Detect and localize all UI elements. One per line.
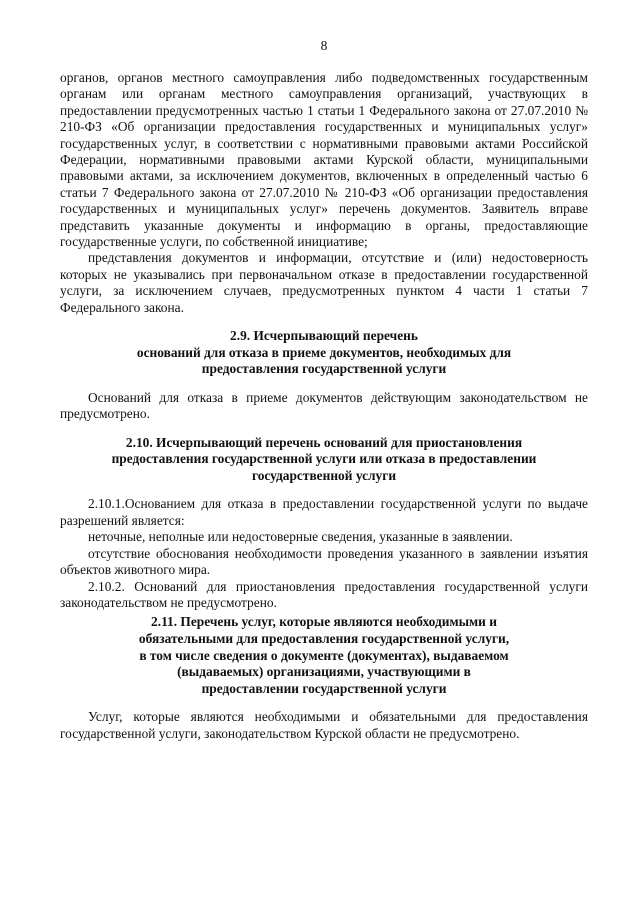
section-heading-line: 2.10. Исчерпывающий перечень оснований для приостановления <box>125 434 523 450</box>
section-2-10-item-1: неточные, неполные или недостоверные сведения, указанные в заявлении. <box>88 529 513 545</box>
section-heading-line: предоставления государственной услуги <box>201 361 447 377</box>
section-heading-line: предоставлении государственной услуги <box>201 680 447 696</box>
section-heading-line: оснований для отказа в приеме документов, необходимых для <box>136 344 512 360</box>
section-heading-line: предоставления государственной услуги или отказа в предоставлении <box>111 451 537 467</box>
section-heading-line: в том числе сведения о документе (документах), выдаваемом <box>139 647 509 663</box>
section-2-10-1: 2.10.1.Основанием для отказа в предоставлении государственной услуги по выдаче разрешений является: <box>60 496 588 528</box>
section-2-11-body: Услуг, которые являются необходимыми и обязательными для предоставления государственной услуги, законодательством Курской области не предусмотрено. <box>60 709 588 741</box>
page-number: 8 <box>320 38 328 53</box>
paragraph-representation: представления документов и информации, отсутствие и (или) недостоверность которых не указывались при первоначальном отказе в предоставлении государственной услуги, за исключением случаев, предусмотренных пунктом 4 части 1 статьи 7 Федерального закона. <box>60 250 588 315</box>
section-2-10-item-2: отсутствие обоснования необходимости проведения указанного в заявлении изъятия объектов животного мира. <box>60 545 588 578</box>
section-2-9-body: Оснований для отказа в приеме документов действующим законодательством не предусмотрено. <box>60 389 588 422</box>
paragraph-continuation: органов, органов местного самоуправления либо подведомственных государственным органам или органам местного самоуправления организаций, участвующих в предоставлении предусмотренных частью 1 статьи 1 Федерального закона от 27.07.2010 № 210-ФЗ «Об организации предоставления государственных и муниципальных услуг» государственных услуг, в соответствии с нормативными правовыми актами Российской Федерации, нормативными правовыми актами Курской области, муниципальными правовыми актами, за исключением документов, включенных в определенный частью 6 статьи 7 Федерального закона от 27.07.2010 № 210-ФЗ «Об организации предоставления государственных и муниципальных услуг» перечень документов. Заявитель вправе представить указанные документы и информацию в органы, предоставляющие государственные услуги, по собственной инициативе; <box>60 70 588 250</box>
section-heading-line: обязательными для предоставления государственной услуги, <box>138 630 510 646</box>
section-heading-line: государственной услуги <box>251 467 397 483</box>
section-2-10-2: 2.10.2. Оснований для приостановления предоставления государственной услуги законодательством не предусмотрено. <box>60 578 588 610</box>
section-heading-line: 2.11. Перечень услуг, которые являются необходимыми и <box>151 614 497 630</box>
section-heading-line: (выдаваемых) организациями, участвующими в <box>177 664 471 680</box>
section-2-11-heading <box>60 614 588 697</box>
section-2-10-heading <box>60 435 588 485</box>
section-2-9-heading <box>60 328 588 378</box>
section-heading-line: 2.9. Исчерпывающий перечень <box>230 328 418 344</box>
